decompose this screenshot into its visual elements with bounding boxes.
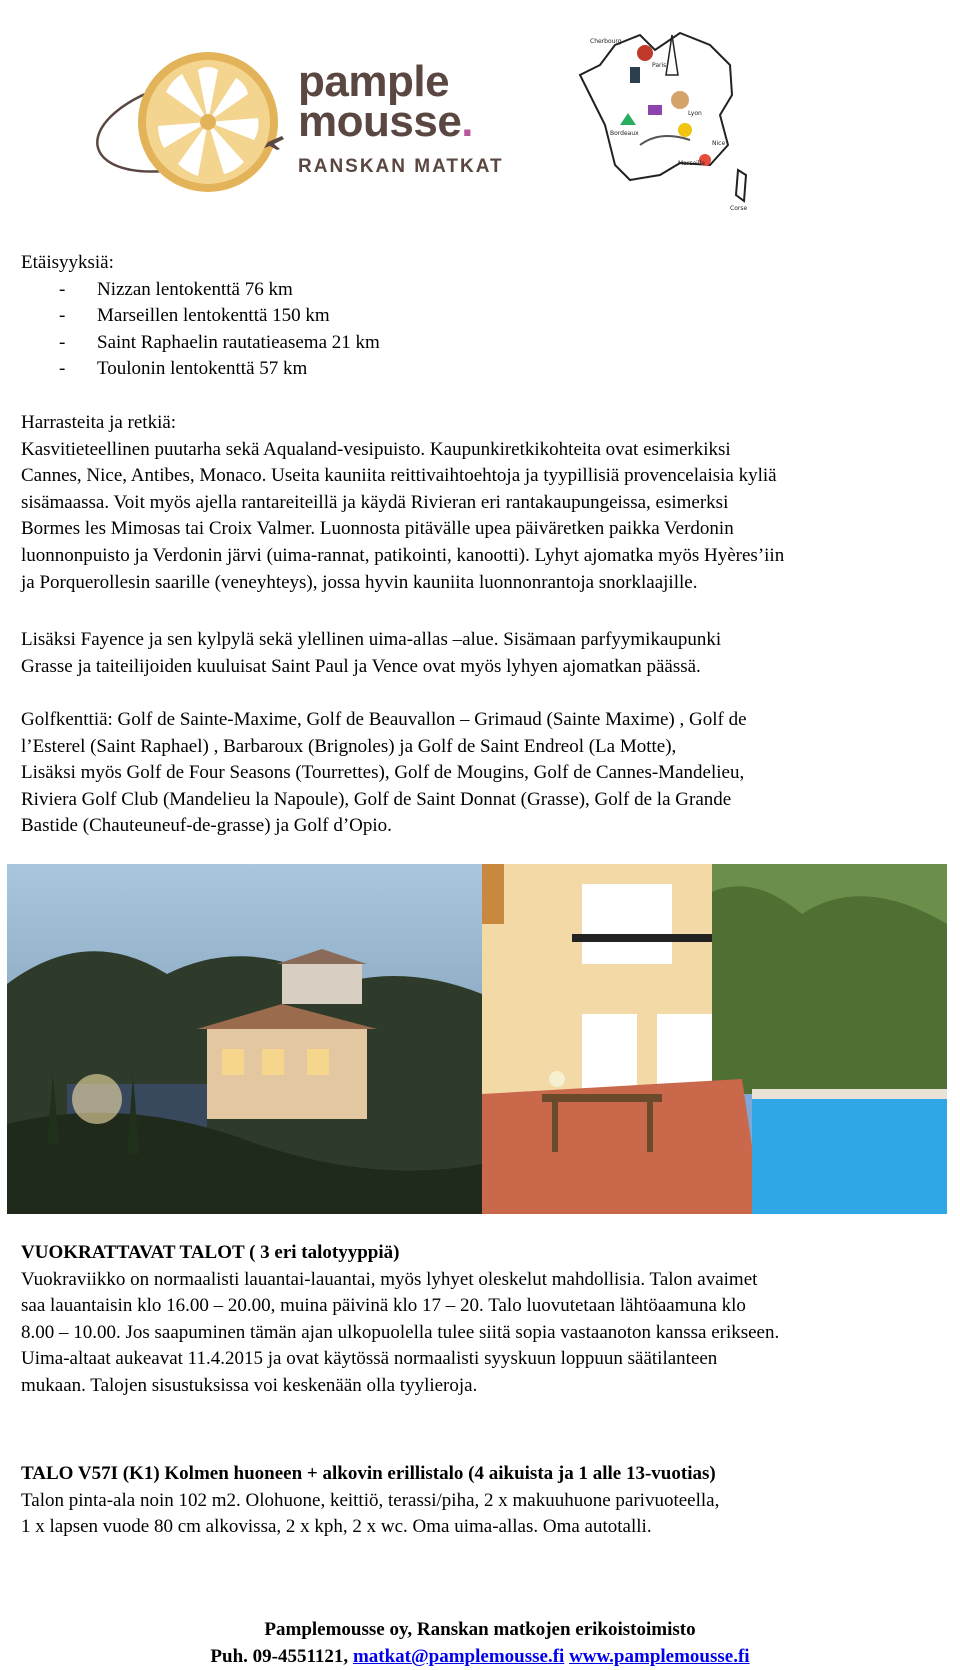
list-item bbox=[21, 356, 951, 383]
photo-gallery bbox=[7, 864, 947, 1214]
brand-line-2-text: mousse bbox=[298, 97, 462, 146]
brand-line-1: pample bbox=[298, 57, 450, 106]
text-line: luonnonpuisto ja Verdonin järvi (uima-rannat, patikointi, kanootti). Lyhyt ajomatka myös Hyères’iin bbox=[21, 544, 785, 566]
map-city-bordeaux: Bordeaux bbox=[610, 130, 639, 137]
distances-title: Etäisyyksiä: bbox=[21, 252, 114, 273]
distance-text: Saint Raphaelin rautatieasema 21 km bbox=[97, 331, 380, 353]
text-line: Vuokraviikko on normaalisti lauantai-lauantai, myös lyhyet oleskelut mahdollisia. Talon avaimet bbox=[21, 1268, 758, 1290]
text-line: l’Esterel (Saint Raphael) , Barbaroux (Brignoles) ja Golf de Saint Endreol (La Motte), bbox=[21, 735, 677, 757]
list-item bbox=[21, 330, 951, 357]
text-line: ja Porquerollesin saarille (veneyhteys), jossa hyvin kauniita luonnonrantoja snorklaajille. bbox=[21, 571, 698, 593]
footer-phone: Puh. 09-4551121, bbox=[210, 1646, 349, 1667]
footer-website-link[interactable]: www.pamplemousse.fi bbox=[569, 1646, 750, 1667]
list-dash: - bbox=[59, 358, 66, 380]
villa-photo-icon bbox=[7, 864, 482, 1214]
text-line: Lisäksi Fayence ja sen kylpylä sekä ylellinen uima-allas –alue. Sisämaan parfyymikaupunki bbox=[21, 629, 722, 650]
text-line: saa lauantaisin klo 16.00 – 20.00, muina päivinä klo 17 – 20. Talo luovutetaan lähtöaamuna klo bbox=[21, 1295, 746, 1317]
photo-villa-terrace-pool bbox=[482, 864, 947, 1214]
map-city-nice: Nice bbox=[712, 140, 726, 147]
map-city-marseille: Marseille bbox=[678, 160, 705, 167]
brand-subtitle: RANSKAN MATKAT bbox=[298, 156, 504, 177]
distances-list bbox=[21, 277, 951, 383]
map-city-lyon: Lyon bbox=[688, 110, 702, 117]
distance-text: Toulonin lentokenttä 57 km bbox=[97, 358, 308, 380]
map-city-corse: Corse bbox=[730, 205, 748, 212]
list-dash: - bbox=[59, 278, 66, 300]
text-line: Bastide (Chauteuneuf-de-grasse) ja Golf d’Opio. bbox=[21, 815, 392, 837]
text-line: sisämaassa. Voit myös ajella rantareiteillä ja käydä Rivieran eri rantakaupungeissa, esimerksi bbox=[21, 491, 729, 513]
brand-dot: . bbox=[461, 97, 474, 146]
text-line: 1 x lapsen vuode 80 cm alkovissa, 2 x kph, 2 x wc. Oma uima-allas. Oma autotalli. bbox=[21, 1516, 652, 1538]
brand-wordmark bbox=[298, 57, 504, 178]
text-line: Lisäksi myös Golf de Four Seasons (Tourrettes), Golf de Mougins, Golf de Cannes-Mandelieu, bbox=[21, 762, 745, 784]
text-line: mukaan. Talojen sisustuksissa voi keskenään olla tyylieroja. bbox=[21, 1374, 478, 1396]
additional-section bbox=[21, 627, 951, 680]
map-city-paris: Paris bbox=[652, 62, 667, 69]
brand-line-2 bbox=[298, 97, 504, 146]
house-heading: TALO V57I (K1) Kolmen huoneen + alkovin erillistalo (4 aikuista ja 1 alle 13-vuotias) bbox=[21, 1463, 716, 1484]
text-line: Kasvitieteellinen puutarha sekä Aqualand-vesipuisto. Kaupunkiretkikohteita ovat esimerkiksi bbox=[21, 438, 731, 460]
text-line: Grasse ja taiteilijoiden kuuluisat Saint Paul ja Vence ovat myös lyhyen ajomatkan päässä. bbox=[21, 655, 701, 677]
france-map-illustration bbox=[560, 5, 780, 220]
france-map-icon bbox=[560, 5, 780, 220]
hobbies-section bbox=[21, 410, 951, 596]
list-dash: - bbox=[59, 331, 66, 353]
photo-villas-evening bbox=[7, 864, 482, 1214]
distance-text: Marseillen lentokenttä 150 km bbox=[97, 305, 330, 327]
footer-company: Pamplemousse oy, Ranskan matkojen erikoistoimisto bbox=[264, 1619, 696, 1640]
footer-email-link[interactable]: matkat@pamplemousse.fi bbox=[352, 1646, 565, 1667]
rentals-section bbox=[21, 1240, 951, 1400]
text-line: Cannes, Nice, Antibes, Monaco. Useita kauniita reittivaihtoehtoja ja tyypillisiä provencelaisia kyliä bbox=[21, 465, 777, 487]
house-section bbox=[21, 1461, 951, 1541]
list-item bbox=[21, 303, 951, 330]
text-line: Golfkenttiä: Golf de Sainte-Maxime, Golf de Beauvallon – Grimaud (Sainte Maxime) , Golf de bbox=[21, 709, 747, 730]
text-line: Talon pinta-ala noin 102 m2. Olohuone, keittiö, terassi/piha, 2 x makuuhuone parivuoteella, bbox=[21, 1489, 720, 1511]
text-line: Uima-altaat aukeavat 11.4.2015 ja ovat käytössä normaalisti syyskuun loppuun säätilanteen bbox=[21, 1348, 718, 1370]
distances-section bbox=[21, 250, 951, 383]
terrace-photo-icon bbox=[482, 864, 947, 1214]
golf-section bbox=[21, 707, 951, 840]
footer-contact bbox=[0, 1643, 960, 1670]
rentals-heading: VUOKRATTAVAT TALOT ( 3 eri talotyyppiä) bbox=[21, 1242, 400, 1263]
footer bbox=[0, 1616, 960, 1670]
list-dash: - bbox=[59, 305, 66, 327]
hobbies-title: Harrasteita ja retkiä: bbox=[21, 412, 177, 433]
list-item bbox=[21, 277, 951, 304]
text-line: 8.00 – 10.00. Jos saapuminen tämän ajan ulkopuolella tulee siitä sopia vastaanoton kanssa erikseen. bbox=[21, 1321, 780, 1343]
map-city-cherbourg: Cherbourg bbox=[590, 38, 622, 45]
text-line: Riviera Golf Club (Mandelieu la Napoule), Golf de Saint Donnat (Grasse), Golf de la Grande bbox=[21, 788, 732, 810]
text-line: Bormes les Mimosas tai Croix Valmer. Luonnosta pitävälle upea päiväretken paikka Verdonin bbox=[21, 518, 734, 540]
distance-text: Nizzan lentokenttä 76 km bbox=[97, 278, 293, 300]
